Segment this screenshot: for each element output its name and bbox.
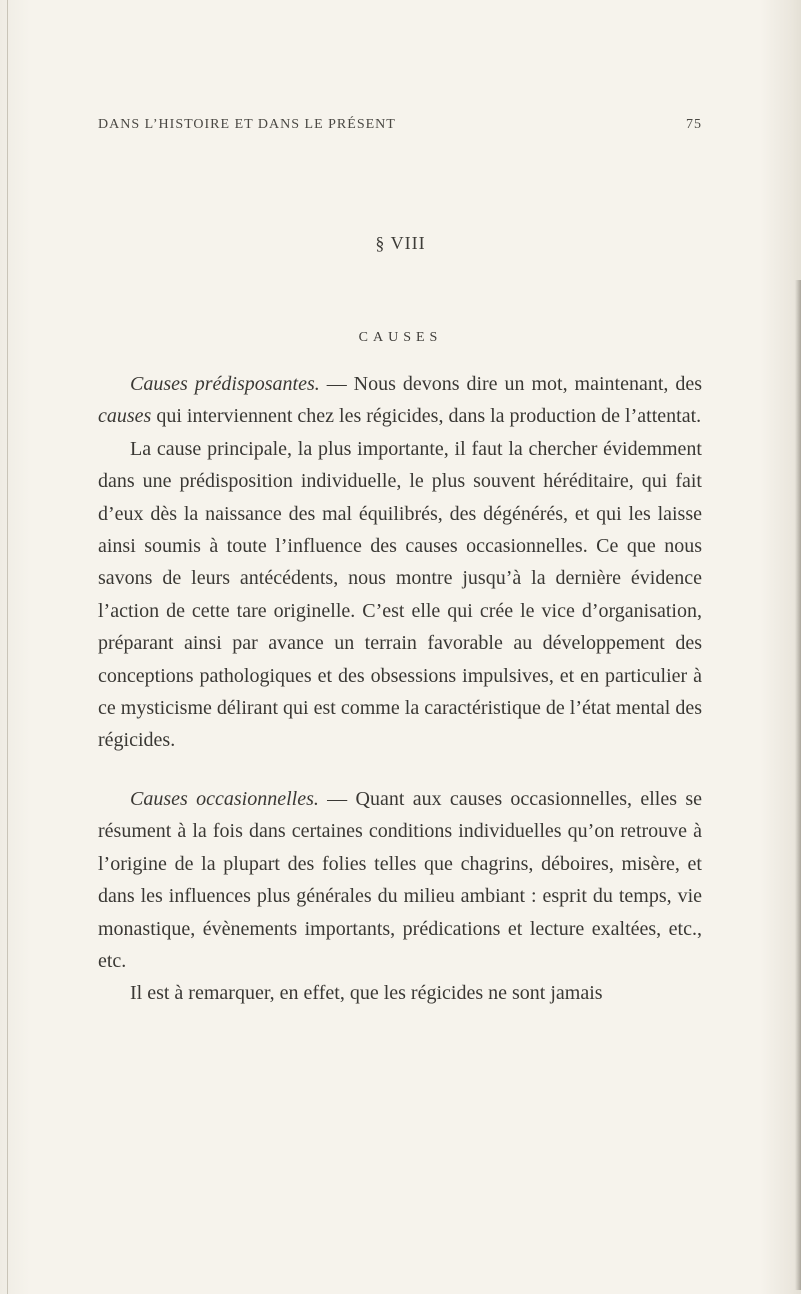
emphasized-word: causes — [98, 405, 152, 428]
paragraph-predisposing-causes — [98, 368, 702, 433]
paragraph-lead-italic: Causes prédisposantes. — [130, 373, 320, 395]
section-title: CAUSES — [358, 330, 443, 345]
running-header-title: DANS L’HISTOIRE ET DANS LE PRÉSENT — [98, 117, 396, 132]
text-block-predisposing — [98, 368, 702, 757]
paragraph-body: — Nous devons dire un mot, maintenant, des — [319, 373, 702, 395]
section-number: § VIII — [375, 233, 426, 253]
paragraph-lead-italic: Causes occasionnelles. — [130, 788, 319, 810]
page-number: 75 — [686, 117, 702, 132]
paragraph-occasional-causes — [98, 783, 702, 977]
page-edge-shadow — [795, 280, 801, 1290]
running-header — [98, 117, 702, 133]
paragraph-body: — Quant aux causes occasionnelles, elles se résument à la fois dans certaines conditions individuelles qu’on retrouve à l’origine de la plupart des folies telles que chagrins, déboires, misère, et dans les influences plus générales du milieu ambiant : esprit du temps, vie monastique, évènements importants, prédications et lecture exaltées, etc., etc. — [98, 788, 702, 973]
paragraph-main-cause: La cause principale, la plus importante, il faut la chercher évidemment dans une prédisposition individuelle, le plus souvent héréditaire, qui fait d’eux dès la naissance des mal équilibrés, des dégénérés, et qui les laisse ainsi soumis à toute l’influence des causes occasionnelles. Ce que nous savons de leurs antécédents, nous montre jusqu’à la dernière évidence l’action de cette tare originelle. C’est elle qui crée le vice d’organisation, préparant ainsi par avance un terrain favorable au développement des conceptions pathologiques et des obsessions impulsives, et en particulier à ce mysticisme délirant qui est comme la caractéristique de l’état mental des régicides. — [98, 437, 702, 752]
paragraph-remark: Il est à remarquer, en effet, que les régicides ne sont jamais — [130, 982, 603, 1005]
paragraph-body-rest: qui interviennent chez les régicides, dans la production de l’attentat. — [151, 405, 702, 428]
page-gutter-line — [7, 0, 8, 1294]
text-block-occasional — [98, 783, 702, 1010]
